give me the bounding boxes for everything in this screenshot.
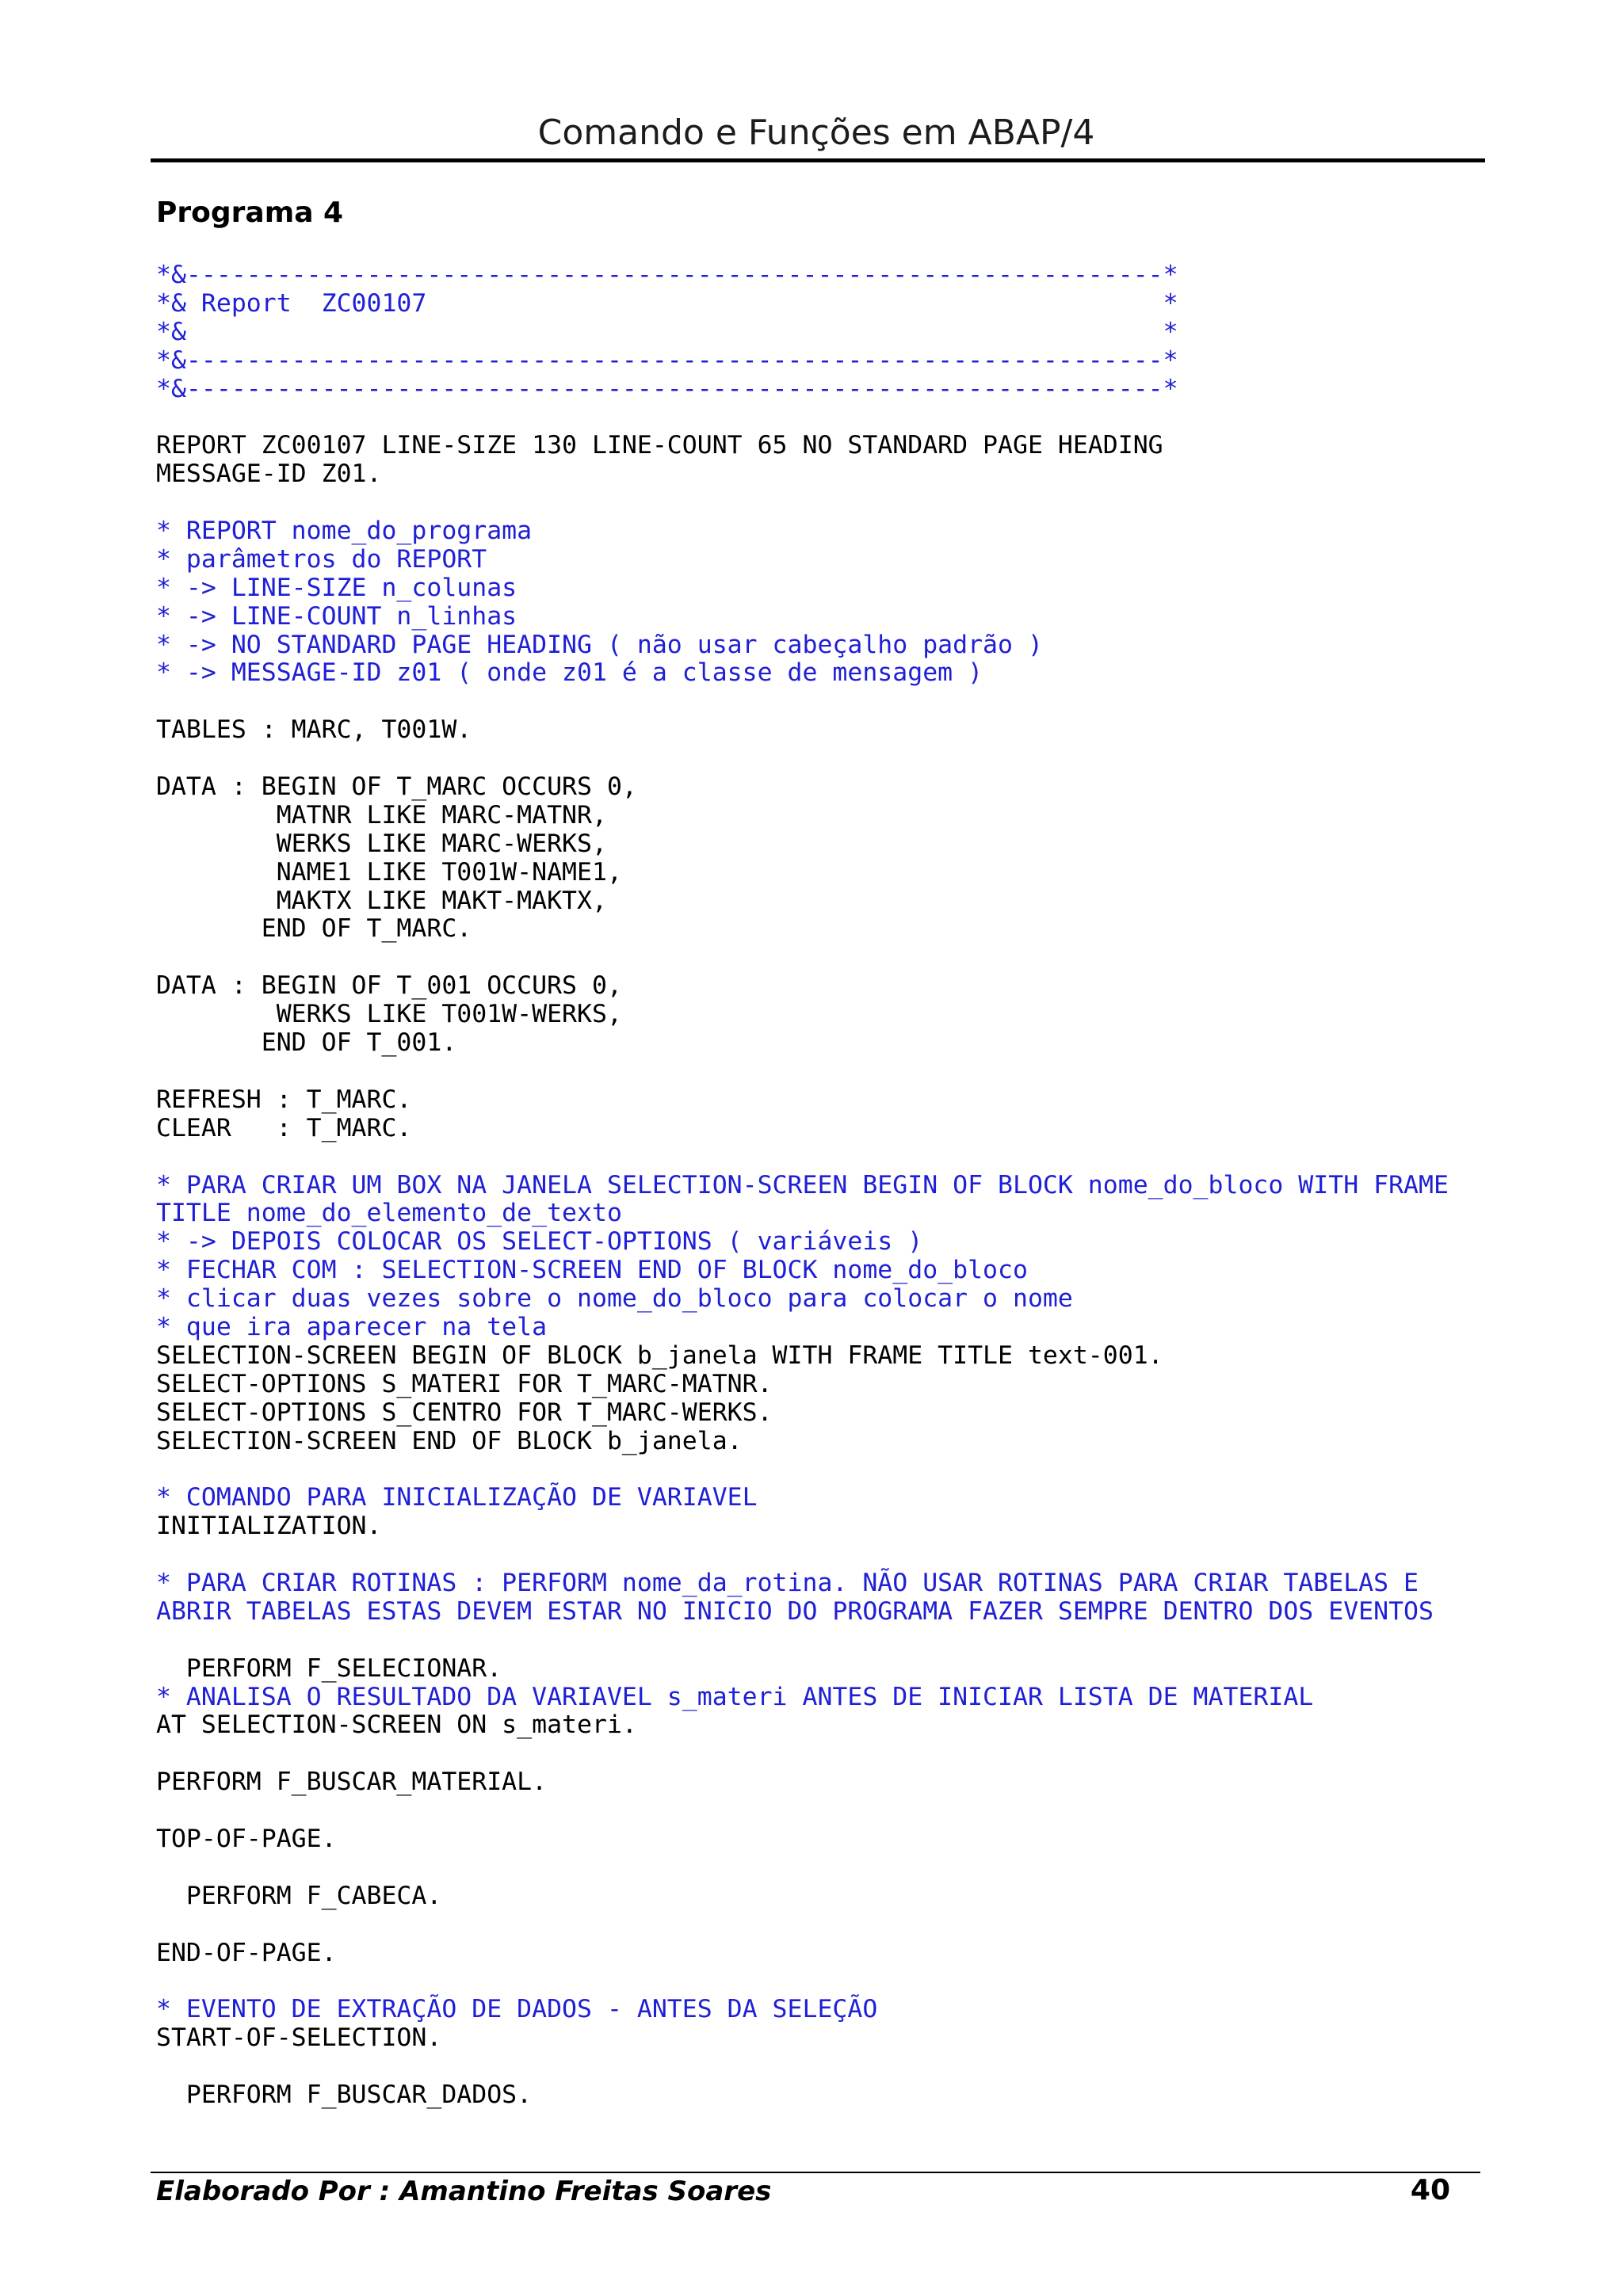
section-title: Programa 4	[156, 196, 344, 229]
code-comment-line: * -> DEPOIS COLOCAR OS SELECT-OPTIONS ( variáveis )	[156, 1227, 923, 1257]
code-blank-line	[156, 745, 1487, 773]
code-comment-line: *&-----------------------------------------------------------------*	[156, 345, 1178, 375]
page-number: 40	[1410, 2174, 1450, 2206]
code-comment-line: *&-----------------------------------------------------------------*	[156, 261, 1178, 289]
code-line: END OF T_001.	[156, 1028, 457, 1058]
code-blank-line	[156, 1797, 1487, 1825]
code-comment-line: * ANALISA O RESULTADO DA VARIAVEL s_materi ANTES DE INICIAR LISTA DE MATERIAL	[156, 1682, 1314, 1711]
code-line: PERFORM F_BUSCAR_DADOS.	[156, 2081, 533, 2109]
code-line: TOP-OF-PAGE.	[156, 1824, 337, 1853]
footer-author: Elaborado Por : Amantino Freitas Soares	[156, 2176, 772, 2207]
code-blank-line	[156, 1627, 1487, 1655]
code-line: PERFORM F_SELECIONAR.	[156, 1653, 502, 1683]
code-line: REFRESH : T_MARC.	[156, 1085, 412, 1114]
code-line: WERKS LIKE T001W-WERKS,	[156, 1000, 622, 1029]
code-comment-line: * EVENTO DE EXTRAÇÃO DE DADOS - ANTES DA SELEÇÃO	[156, 1995, 878, 2024]
code-line: SELECT-OPTIONS S_CENTRO FOR T_MARC-WERKS.	[156, 1398, 773, 1427]
code-blank-line	[156, 1967, 1487, 1996]
code-line: PERFORM F_BUSCAR_MATERIAL.	[156, 1768, 548, 1797]
code-blank-line	[156, 403, 1487, 432]
code-blank-line	[156, 688, 1487, 716]
code-comment-line: *&-----------------------------------------------------------------*	[156, 374, 1178, 403]
code-comment-line: * que ira aparecer na tela	[156, 1312, 548, 1341]
code-blank-line	[156, 1143, 1487, 1172]
footer-rule	[151, 2172, 1480, 2173]
code-blank-line	[156, 1911, 1487, 1939]
code-line: TABLES : MARC, T001W.	[156, 715, 472, 745]
code-line: REPORT ZC00107 LINE-SIZE 130 LINE-COUNT 65 NO STANDARD PAGE HEADING	[156, 431, 1163, 460]
code-blank-line	[156, 1541, 1487, 1569]
code-line: CLEAR : T_MARC.	[156, 1113, 412, 1142]
code-line: MESSAGE-ID Z01.	[156, 460, 382, 489]
code-comment-line: * clicar duas vezes sobre o nome_do_bloco para colocar o nome	[156, 1284, 1073, 1314]
code-comment-line: * -> LINE-COUNT n_linhas	[156, 601, 517, 631]
code-comment-line: * REPORT nome_do_programa	[156, 517, 533, 546]
code-comment-line: ABRIR TABELAS ESTAS DEVEM ESTAR NO INICIO DO PROGRAMA FAZER SEMPRE DENTRO DOS EVENTOS	[156, 1596, 1434, 1626]
code-line: DATA : BEGIN OF T_MARC OCCURS 0,	[156, 772, 637, 802]
code-blank-line	[156, 1740, 1487, 1768]
code-blank-line	[156, 1854, 1487, 1882]
code-comment-line: *& *	[156, 317, 1178, 346]
code-line: INITIALIZATION.	[156, 1512, 382, 1541]
code-listing	[156, 261, 1487, 2110]
code-line: END OF T_MARC.	[156, 914, 472, 944]
code-blank-line	[156, 2053, 1487, 2081]
code-comment-line: * -> MESSAGE-ID z01 ( onde z01 é a classe de mensagem )	[156, 658, 983, 688]
code-line: NAME1 LIKE T001W-NAME1,	[156, 857, 622, 887]
code-comment-line: * parâmetros do REPORT	[156, 544, 487, 574]
code-comment-line: * -> LINE-SIZE n_colunas	[156, 573, 517, 602]
code-comment-line: * PARA CRIAR UM BOX NA JANELA SELECTION-SCREEN BEGIN OF BLOCK nome_do_bloco WITH FRAME	[156, 1170, 1449, 1199]
code-line: DATA : BEGIN OF T_001 OCCURS 0,	[156, 971, 622, 1001]
code-line: WERKS LIKE MARC-WERKS,	[156, 829, 607, 858]
code-line: PERFORM F_CABECA.	[156, 1881, 442, 1910]
header-rule	[151, 158, 1485, 162]
code-comment-line: *& Report ZC00107 *	[156, 288, 1178, 318]
code-blank-line	[156, 1058, 1487, 1086]
code-line: AT SELECTION-SCREEN ON s_materi.	[156, 1711, 637, 1740]
code-comment-line: TITLE nome_do_elemento_de_texto	[156, 1199, 622, 1228]
code-blank-line	[156, 1455, 1487, 1484]
code-line: END-OF-PAGE.	[156, 1938, 337, 1967]
code-line: SELECTION-SCREEN END OF BLOCK b_janela.	[156, 1426, 743, 1455]
code-line: SELECTION-SCREEN BEGIN OF BLOCK b_janela WITH FRAME TITLE text-001.	[156, 1341, 1163, 1370]
code-line: MATNR LIKE MARC-MATNR,	[156, 800, 607, 830]
page-header-title: Comando e Funções em ABAP/4	[537, 113, 1095, 153]
code-blank-line	[156, 489, 1487, 517]
code-comment-line: * FECHAR COM : SELECTION-SCREEN END OF BLOCK nome_do_bloco	[156, 1256, 1028, 1285]
code-blank-line	[156, 944, 1487, 972]
code-comment-line: * PARA CRIAR ROTINAS : PERFORM nome_da_rotina. NÃO USAR ROTINAS PARA CRIAR TABELAS E	[156, 1568, 1419, 1597]
code-line: SELECT-OPTIONS S_MATERI FOR T_MARC-MATNR.	[156, 1369, 773, 1398]
code-line: START-OF-SELECTION.	[156, 2023, 442, 2053]
code-comment-line: * -> NO STANDARD PAGE HEADING ( não usar cabeçalho padrão )	[156, 630, 1043, 659]
code-line: MAKTX LIKE MAKT-MAKTX,	[156, 886, 607, 915]
code-comment-line: * COMANDO PARA INICIALIZAÇÃO DE VARIAVEL	[156, 1483, 758, 1512]
